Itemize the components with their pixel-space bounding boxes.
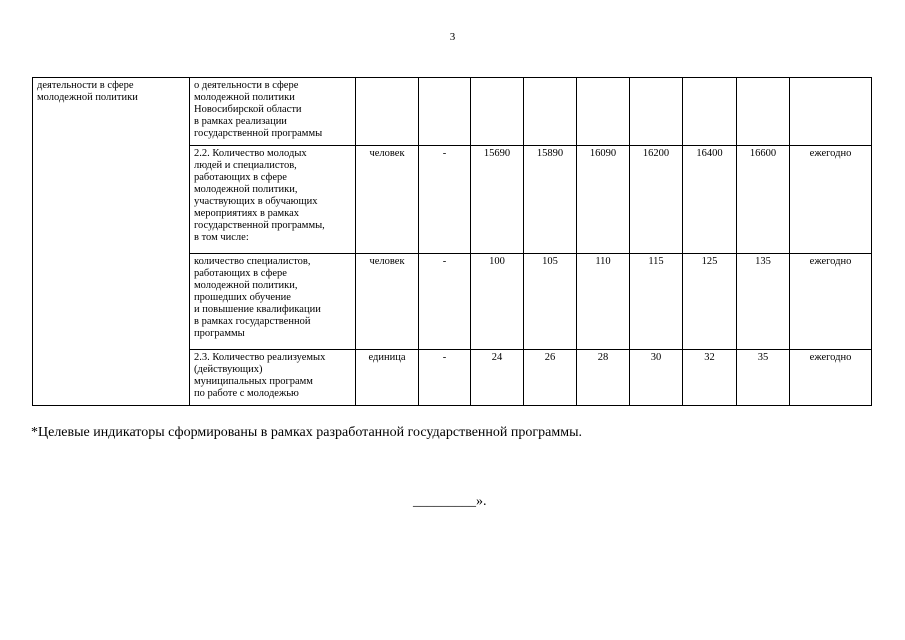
closing-mark: _________». — [413, 494, 487, 509]
period-cell: ежегодно — [790, 254, 872, 350]
table-row — [33, 78, 872, 146]
value-cell: 16400 — [683, 146, 737, 254]
unit-cell: единица — [356, 350, 419, 406]
footnote: *Целевые индикаторы сформированы в рамках разработанной государственной программы. — [31, 425, 582, 440]
value-cell: 15690 — [471, 146, 524, 254]
value-cell — [683, 78, 737, 146]
value-cell: 16600 — [737, 146, 790, 254]
indicator-cell: количество специалистов, работающих в сфере молодежной политики, прошедших обучение и повышение квалификации в рамках государственной программы — [190, 254, 356, 350]
value-cell — [471, 78, 524, 146]
period-cell: ежегодно — [790, 146, 872, 254]
value-cell: 135 — [737, 254, 790, 350]
base-cell: - — [419, 350, 471, 406]
value-cell: 24 — [471, 350, 524, 406]
value-cell: 28 — [577, 350, 630, 406]
value-cell: 35 — [737, 350, 790, 406]
indicator-cell: о деятельности в сфере молодежной политики Новосибирской области в рамках реализации государственной программы — [190, 78, 356, 146]
value-cell: 26 — [524, 350, 577, 406]
value-cell: 115 — [630, 254, 683, 350]
value-cell: 100 — [471, 254, 524, 350]
indicator-cell: 2.2. Количество молодых людей и специалистов, работающих в сфере молодежной политики, участвующих в обучающих мероприятиях в рамках государственной программы, в том числе: — [190, 146, 356, 254]
area-cell: деятельности в сфере молодежной политики — [33, 78, 190, 406]
value-cell: 16200 — [630, 146, 683, 254]
value-cell: 125 — [683, 254, 737, 350]
period-cell: ежегодно — [790, 350, 872, 406]
unit-cell — [356, 78, 419, 146]
indicator-cell: 2.3. Количество реализуемых (действующих) муниципальных программ по работе с молодежью — [190, 350, 356, 406]
value-cell — [577, 78, 630, 146]
page-number: 3 — [449, 31, 456, 43]
indicators-table — [32, 77, 872, 406]
unit-cell: человек — [356, 254, 419, 350]
value-cell — [524, 78, 577, 146]
value-cell: 105 — [524, 254, 577, 350]
base-cell: - — [419, 254, 471, 350]
base-cell: - — [419, 146, 471, 254]
value-cell: 32 — [683, 350, 737, 406]
value-cell: 110 — [577, 254, 630, 350]
value-cell — [737, 78, 790, 146]
value-cell: 16090 — [577, 146, 630, 254]
unit-cell: человек — [356, 146, 419, 254]
value-cell: 15890 — [524, 146, 577, 254]
value-cell — [630, 78, 683, 146]
base-cell — [419, 78, 471, 146]
period-cell — [790, 78, 872, 146]
value-cell: 30 — [630, 350, 683, 406]
